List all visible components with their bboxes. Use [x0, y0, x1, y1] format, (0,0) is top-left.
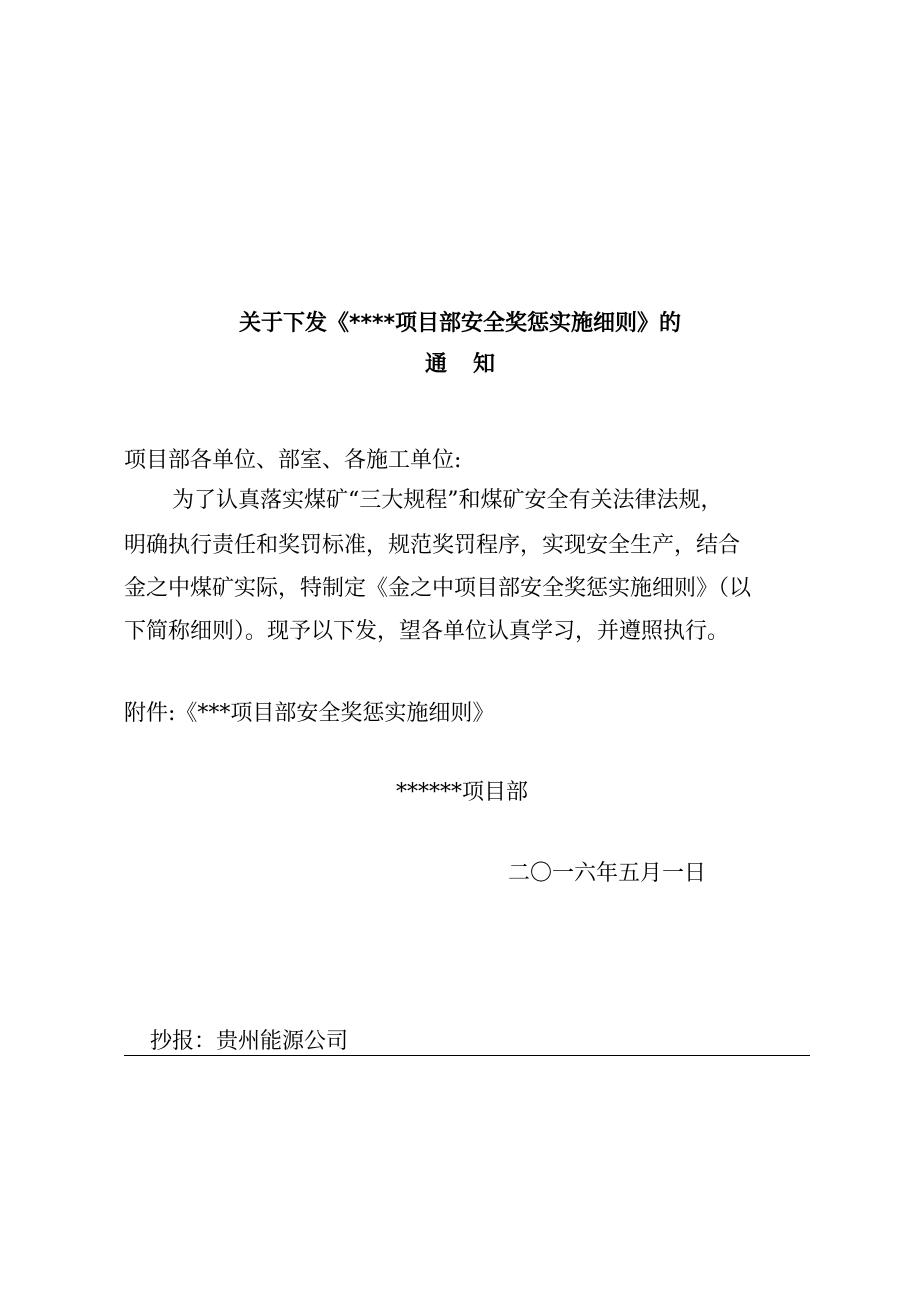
salutation: 项目部各单位、部室、各施工单位: [124, 448, 462, 473]
body-line-2: 明确执行责任和奖罚标准，规范奖罚程序，实现安全生产，结合 [124, 533, 741, 558]
document-title-notice: 通知 [424, 352, 521, 377]
signer: ******项目部 [396, 780, 529, 805]
cc-label: 抄报：贵州能源公司 [150, 1029, 349, 1054]
body-line-1: 为了认真落实煤矿“三大规程”和煤矿安全有关法律法规， [172, 488, 723, 513]
document-title: 关于下发《****项目部安全奖惩实施细则》的 [238, 311, 682, 336]
body-line-4: 下简称细则）。现予以下发，望各单位认真学习，并遵照执行。 [124, 619, 730, 644]
body-line-3: 金之中煤矿实际，特制定《金之中项目部安全奖惩实施细则》（以 [124, 576, 752, 601]
issue-date: 二〇一六年五月一日 [508, 861, 707, 886]
attachment-line: 附件:《***项目部安全奖惩实施细则》 [124, 701, 495, 726]
cc-row [124, 1027, 810, 1056]
